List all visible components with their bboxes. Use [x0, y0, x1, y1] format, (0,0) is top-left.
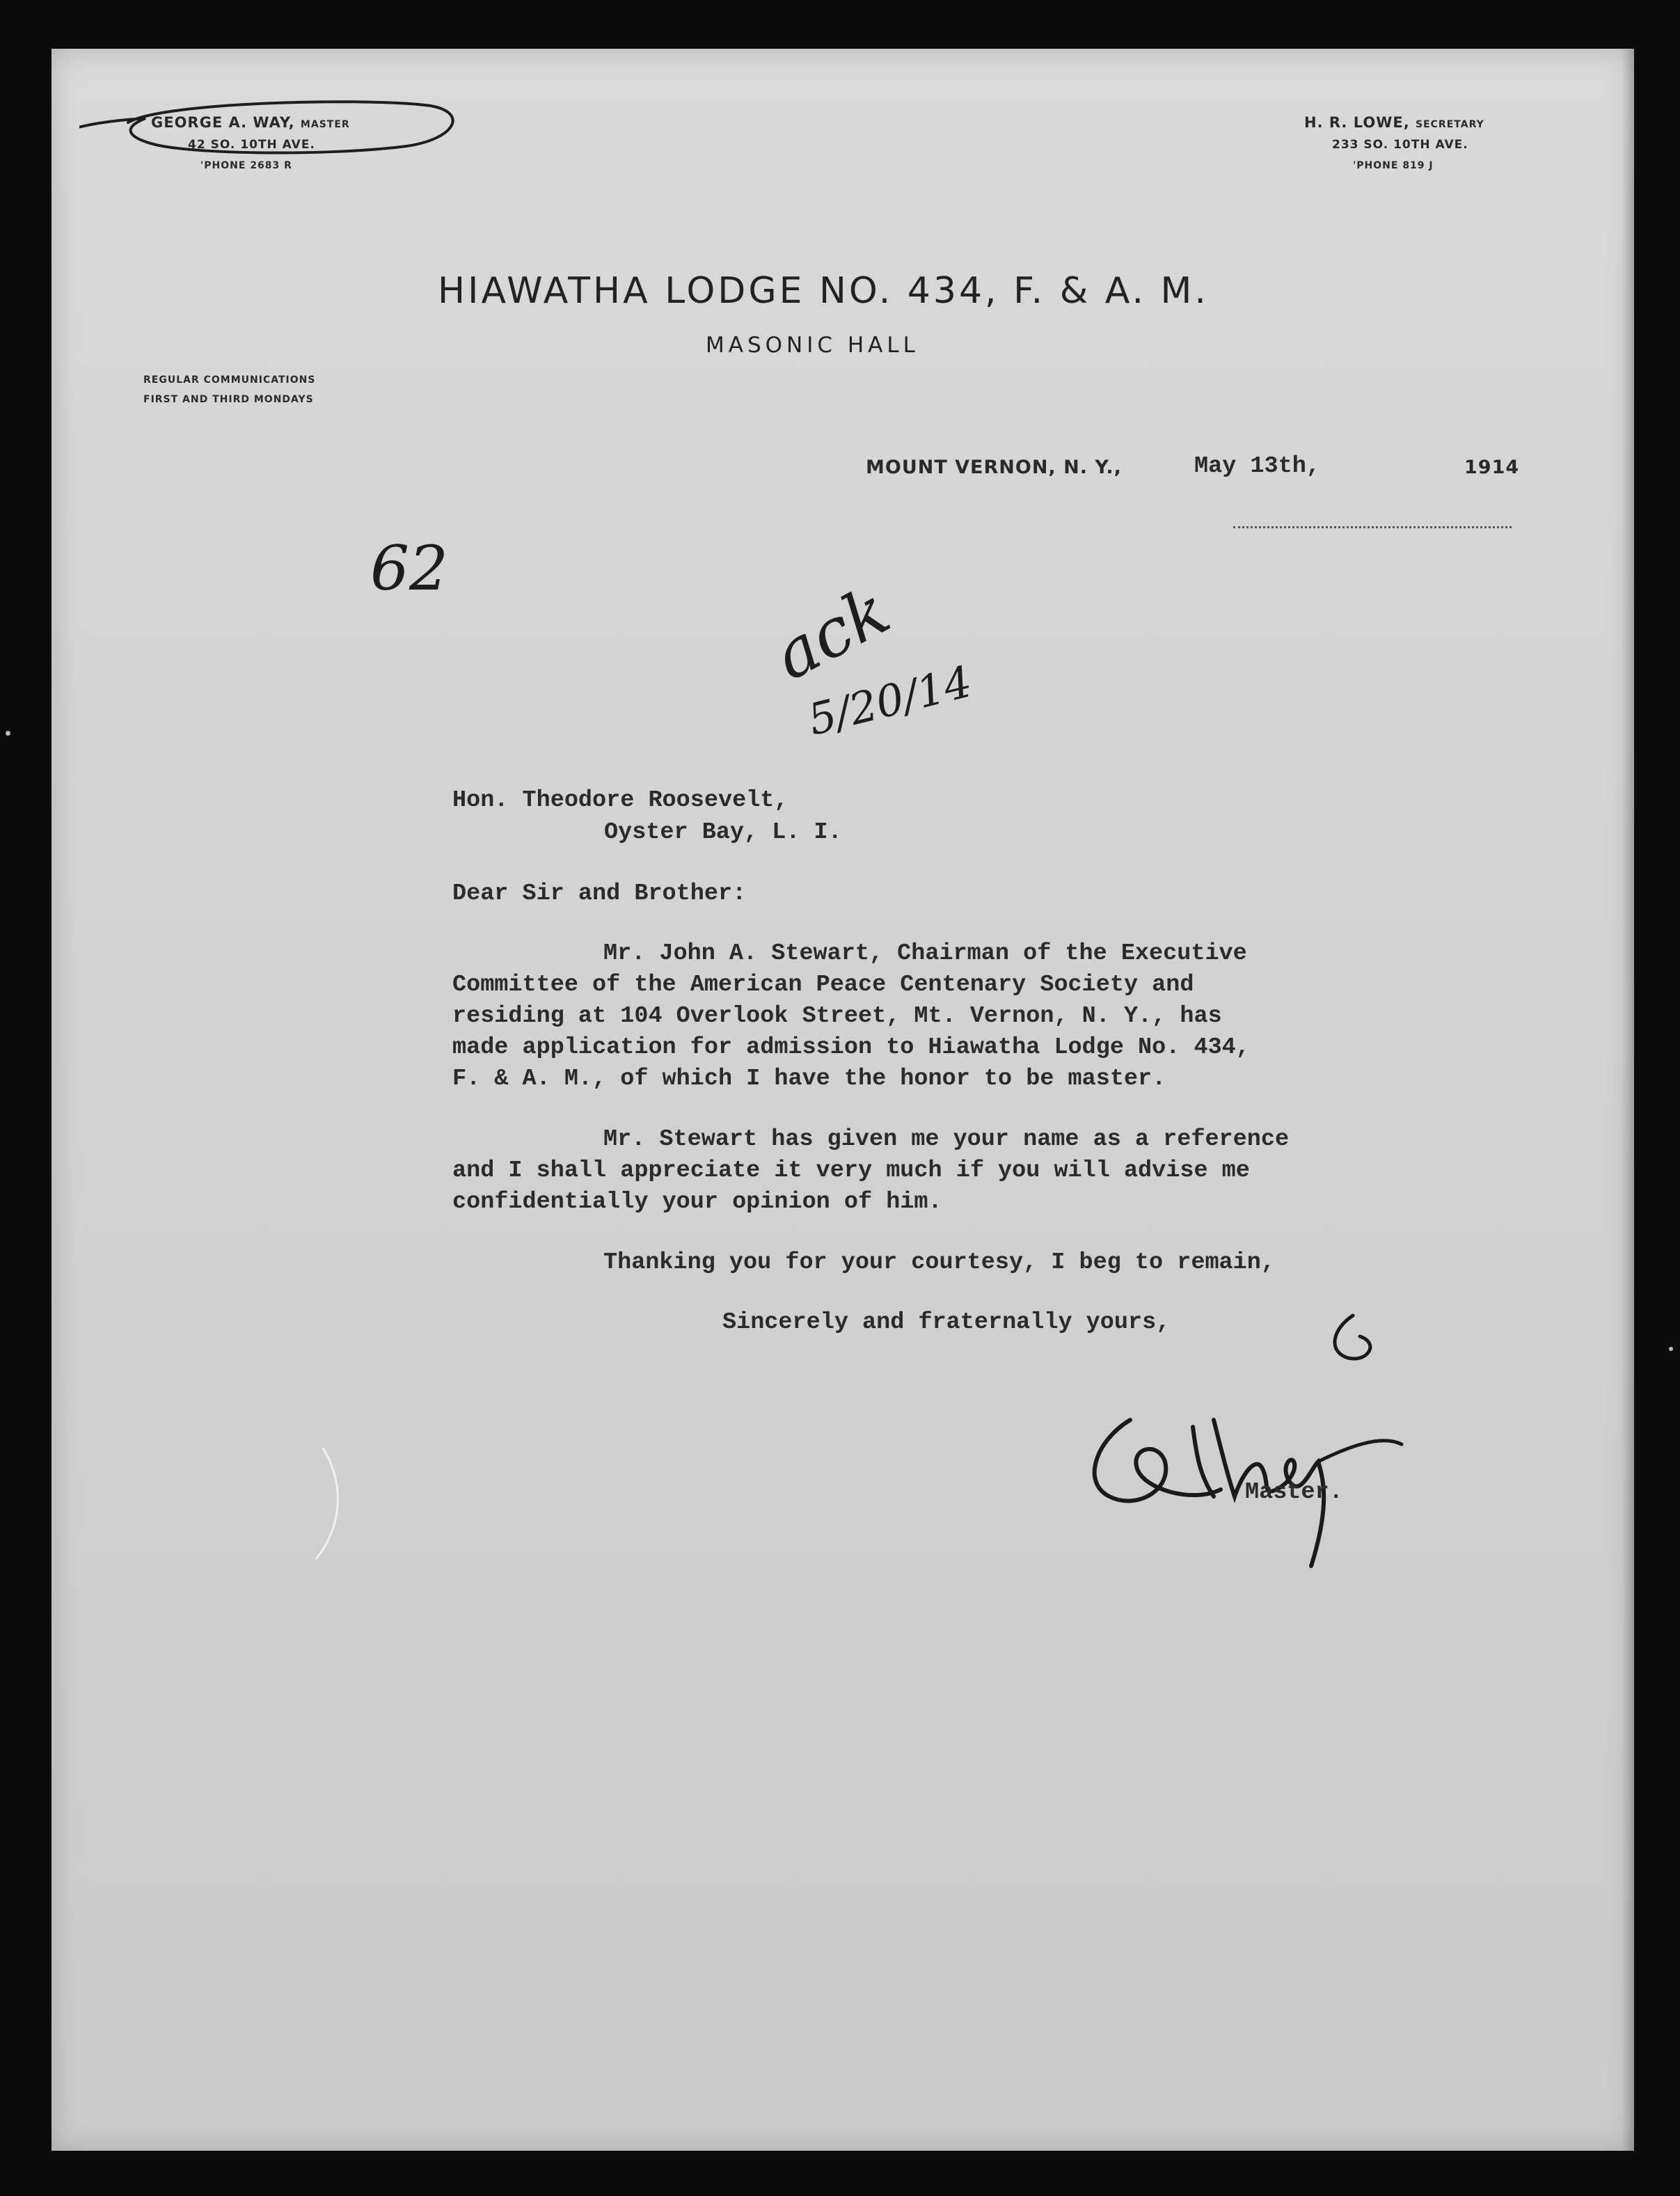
- communications-line-1: REGULAR COMMUNICATIONS: [143, 374, 316, 386]
- paragraph-1-line: F. & A. M., of which I have the honor to be master.: [452, 1066, 1166, 1092]
- date-underline: [1233, 526, 1512, 528]
- film-speck: [6, 731, 10, 736]
- signature: [1054, 1302, 1416, 1594]
- communications-line-2: FIRST AND THIRD MONDAYS: [143, 394, 314, 405]
- paper-shadow-edge: [1622, 49, 1634, 2151]
- handwritten-number: 62: [370, 532, 448, 604]
- handwritten-ack: ack: [761, 571, 902, 695]
- lodge-subtitle: MASONIC HALL: [706, 333, 919, 358]
- paragraph-2-line: and I shall appreciate it very much if you will advise me: [452, 1158, 1250, 1184]
- master-name: GEORGE A. WAY,: [151, 114, 295, 131]
- paragraph-2-line: Mr. Stewart has given me your name as a reference: [603, 1126, 1290, 1153]
- handwritten-ack-date: 5/20/14: [803, 656, 977, 745]
- paragraph-1-line: Committee of the American Peace Centenary Society and: [452, 972, 1194, 998]
- film-speck: [1669, 1347, 1673, 1351]
- valediction: Sincerely and fraternally yours,: [722, 1309, 1171, 1336]
- master-role: MASTER: [300, 119, 350, 130]
- dateline-date: May 13th,: [1194, 453, 1320, 480]
- lodge-title: HIAWATHA LODGE NO. 434, F. & A. M.: [438, 270, 1209, 312]
- paragraph-1-line: made application for admission to Hiawatha Lodge No. 434,: [452, 1034, 1250, 1061]
- secretary-name: H. R. LOWE,: [1304, 114, 1410, 131]
- paragraph-1-line: Mr. John A. Stewart, Chairman of the Executive: [603, 940, 1247, 967]
- secretary-role: SECRETARY: [1416, 119, 1484, 130]
- letter-page: [51, 49, 1634, 2151]
- paragraph-1-line: residing at 104 Overlook Street, Mt. Vernon, N. Y., has: [452, 1003, 1222, 1029]
- signer-title: Master.: [1245, 1479, 1343, 1506]
- recipient-line-1: Hon. Theodore Roosevelt,: [452, 787, 789, 814]
- dateline-place: MOUNT VERNON, N. Y.,: [866, 457, 1122, 478]
- recipient-line-2: Oyster Bay, L. I.: [604, 819, 842, 846]
- closing-line: Thanking you for your courtesy, I beg to remain,: [603, 1249, 1275, 1276]
- master-phone: 'PHONE 2683 R: [200, 160, 292, 171]
- paragraph-2-line: confidentially your opinion of him.: [452, 1189, 942, 1215]
- secretary-phone: 'PHONE 819 J: [1353, 160, 1434, 171]
- dateline-year: 1914: [1464, 457, 1520, 478]
- master-address: 42 SO. 10TH AVE.: [188, 138, 315, 152]
- salutation: Dear Sir and Brother:: [452, 880, 747, 907]
- margin-mark: [309, 1441, 351, 1566]
- secretary-address: 233 SO. 10TH AVE.: [1332, 138, 1468, 152]
